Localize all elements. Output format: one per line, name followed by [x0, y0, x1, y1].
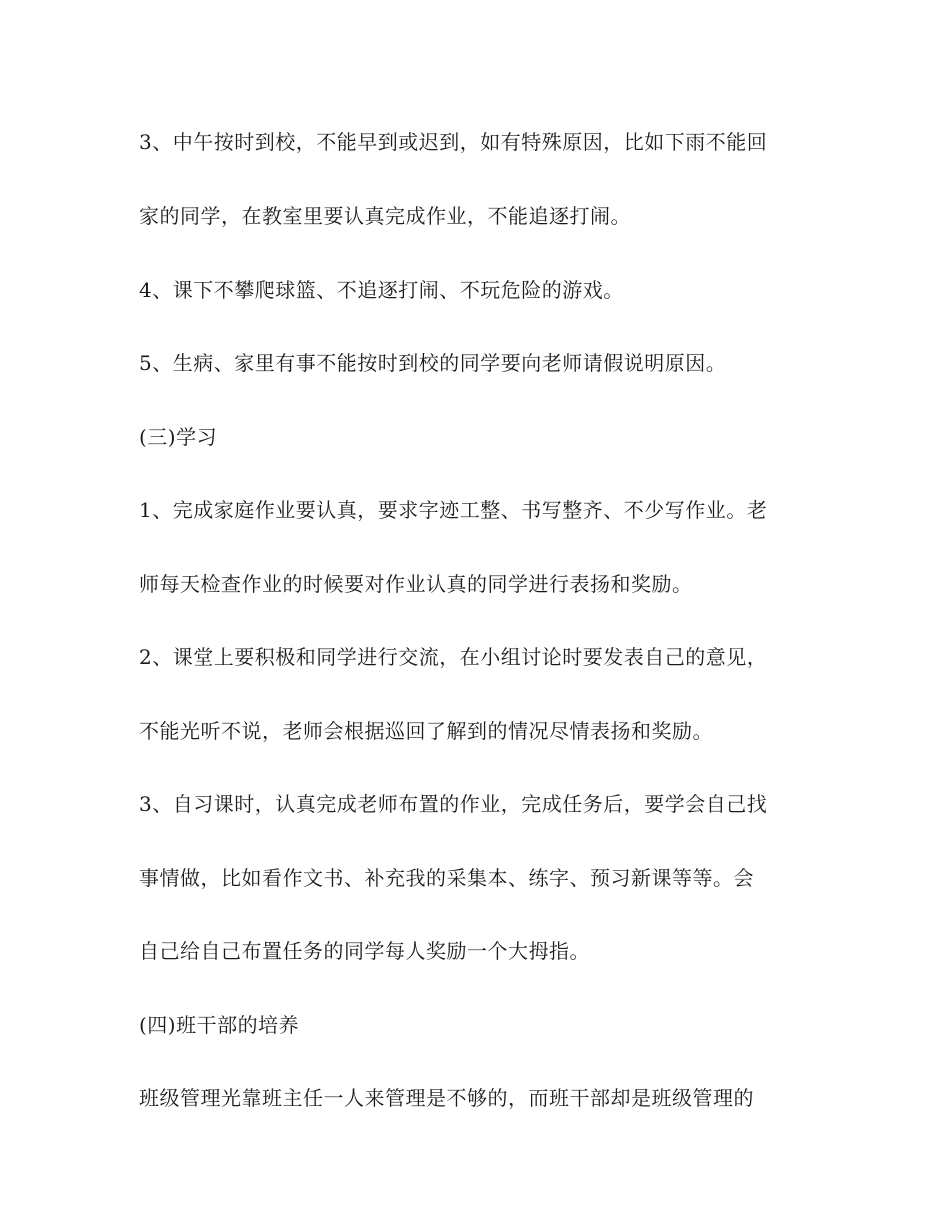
text-line: 不能光听不说，老师会根据巡回了解到的情况尽情表扬和奖励。 — [139, 719, 713, 743]
text-line: 自己给自己布置任务的同学每人奖励一个大拇指。 — [139, 939, 590, 963]
text-line: 家的同学，在教室里要认真完成作业，不能追逐打闹。 — [139, 204, 631, 228]
text-line: 2、课堂上要积极和同学进行交流，在小组讨论时要发表自己的意见， — [139, 645, 768, 669]
text-line: 事情做，比如看作文书、补充我的采集本、练字、预习新课等等。会 — [139, 866, 754, 890]
text-line: 4、课下不攀爬球篮、不追逐打闹、不玩危险的游戏。 — [139, 278, 624, 302]
text-line: 3、自习课时，认真完成老师布置的作业，完成任务后，要学会自己找 — [139, 792, 768, 816]
section-heading: (四)班干部的培养 — [139, 1013, 300, 1037]
text-line: 师每天检查作业的时候要对作业认真的同学进行表扬和奖励。 — [139, 572, 693, 596]
section-heading: (三)学习 — [139, 425, 218, 449]
text-line: 班级管理光靠班主任一人来管理是不够的，而班干部却是班级管理的 — [139, 1086, 754, 1110]
text-line: 5、生病、家里有事不能按时到校的同学要向老师请假说明原因。 — [139, 351, 727, 375]
text-line: 1、完成家庭作业要认真，要求字迹工整、书写整齐、不少写作业。老 — [139, 498, 768, 522]
text-line: 3、中午按时到校，不能早到或迟到，如有特殊原因，比如下雨不能回 — [139, 130, 768, 154]
